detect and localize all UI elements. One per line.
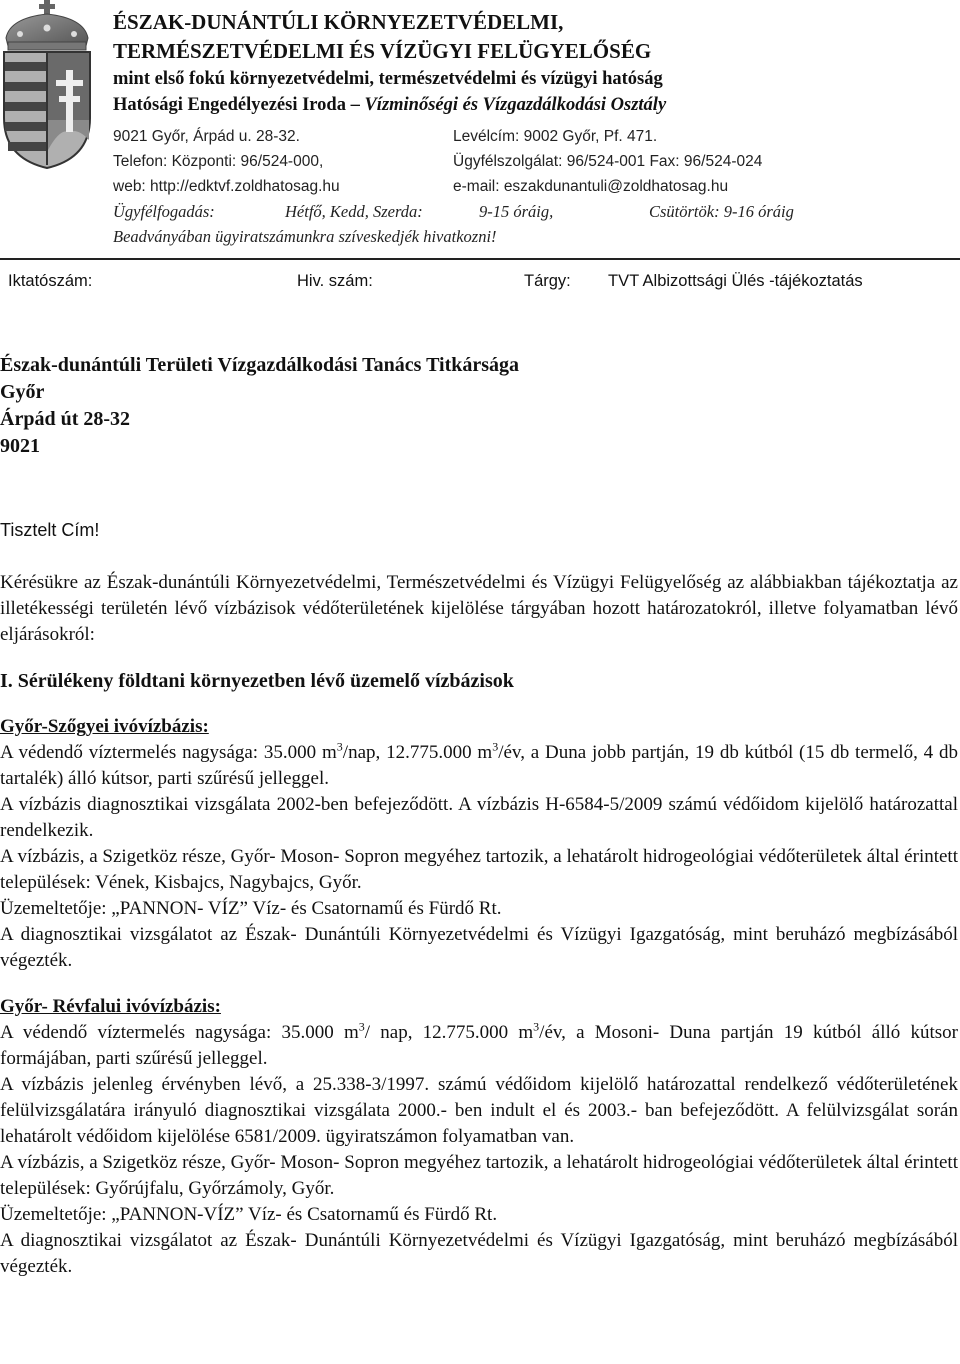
recipient-city: Győr [0,381,45,403]
web-link[interactable]: web: http://edktvf.zoldhatosag.hu [113,178,340,195]
hours-time: 9-15 óráig, [479,202,554,221]
recipient-street: Árpád út 28-32 [0,408,131,430]
subject-label: Tárgy: [524,272,571,290]
letter-body [0,570,958,1280]
subject-value: TVT Albizottsági Ülés -tájékoztatás [608,272,863,290]
intro-paragraph: Kérésükre az Észak-dunántúli Környezetvédelmi, Természetvédelmi és Vízügyi Felügyelőség az alábbiakban tájékoztatja az illetékességi területén lévő vízbázisok védőterületének kijelölése tárgyában hozott határozatokról, illetve folyamatban lévő eljárásokról: [0,572,958,645]
section-title: I. Sérülékeny földtani környezetben lévő üzemelő vízbázisok [0,670,514,692]
postal-address: Levélcím: 9002 Győr, Pf. 471. [453,128,658,145]
hours-days: Hétfő, Kedd, Szerda: [285,202,423,221]
hours-label: Ügyfélfogadás: [113,202,215,221]
coat-of-arms-logo [0,0,104,170]
base2-review: A vízbázis jelenleg érvényben lévő, a 25.338-3/1997. számú védőidom kijelölő határozattal rendelkező védőterületének felülvizsgálatára irányuló diagnosztikai vizsgálata 2000.- ben indult el és 2003.- ban befejeződött. A felülvizsgálat során lehatárolt védőidom kijelölése 6581/2009. ügyiratszámon folyamatban van. [0,1074,958,1147]
reference-note: Beadványában ügyiratszámunkra szíveskedjék hivatkozni! [113,227,497,246]
authority-line: mint első fokú környezetvédelmi, természetvédelmi és vízügyi hatóság [113,69,663,89]
email-link[interactable]: e-mail: eszakdunantuli@zoldhatosag.hu [453,178,729,195]
base1-location: A vízbázis, a Szigetköz része, Győr- Moson- Sopron megyéhez tartozik, a lehatárolt hidrogeológiai védőterületek által érintett települések: Vének, Kisbajcs, Nagybajcs, Győr. [0,846,958,893]
recipient-name: Észak-dunántúli Területi Vízgazdálkodási Tanács Titkársága [0,354,520,376]
base2-title: Győr- Révfalui ivóvízbázis: [0,996,221,1017]
base2-operator: Üzemeltetője: „PANNON-VÍZ” Víz- és Csatornamű és Fürdő Rt. [0,1204,498,1225]
phone: Telefon: Központi: 96/524-000, [113,153,324,170]
base1-investor: A diagnosztikai vizsgálatot az Észak- Dunántúli Környezetvédelmi és Vízügyi Igazgatóság, mint beruházó megbízásából végezték. [0,924,958,971]
recipient-block [0,352,519,460]
base1-capacity: A védendő víztermelés nagysága: 35.000 $m^3$/nap, 12.775.000 $m^3/év$, a Duna jobb partján, 19 db kútból (15 db termelő, 4 db tartalék) álló kútsor, parti szűrésű jelleggel. [0,739,959,789]
office-prefix: Hatósági Engedélyezési Iroda – [113,95,365,115]
letterhead [113,8,953,249]
agency-name-line1: ÉSZAK-DUNÁNTÚLI KÖRNYEZETVÉDELMI, [113,10,564,34]
hours-thursday: Csütörtök: 9-16 óráig [649,202,794,221]
recipient-zip: 9021 [0,435,40,457]
base1-diagnostics: A vízbázis diagnosztikai vizsgálata 2002-ben befejeződött. A vízbázis H-6584-5/2009 számú védőidom kijelölő határozattal rendelkezik. [0,794,958,841]
greeting: Tisztelt Cím! [0,520,100,540]
iktatoszam-label: Iktatószám: [8,272,93,290]
base1-title: Győr-Szőgyei ivóvízbázis: [0,716,209,737]
base2-investor: A diagnosztikai vizsgálatot az Észak- Dunántúli Környezetvédelmi és Vízügyi Igazgatóság, mint beruházó megbízásából végezték. [0,1230,958,1277]
hiv-szam-label: Hiv. szám: [297,272,373,290]
base2-location: A vízbázis, a Szigetköz része, Győr- Moson- Sopron megyéhez tartozik, a lehatárolt hidrogeológiai védőterületek által érintett települések: Győrújfalu, Győrzámoly, Győr. [0,1152,958,1199]
base1-operator: Üzemeltetője: „PANNON- VÍZ” Víz- és Csatornamű és Fürdő Rt. [0,898,502,919]
customer-service: Ügyfélszolgálat: 96/524-001 Fax: 96/524-024 [453,153,763,170]
agency-name-line2: TERMÉSZETVÉDELMI ÉS VÍZÜGYI FELÜGYELŐSÉG [113,39,652,63]
base2-capacity: A védendő víztermelés nagysága: 35.000 $m^3/$ nap, 12.775.000 $m^3/év$, a Mosoni- Duna partján 19 kútból álló kútsor formájában, parti szűrésű jelleggel. [0,1019,958,1069]
office-dept: Vízminőségi és Vízgazdálkodási Osztály [364,95,667,115]
header-divider [0,258,960,260]
office-line [113,92,953,118]
address: 9021 Győr, Árpád u. 28-32. [113,128,300,145]
